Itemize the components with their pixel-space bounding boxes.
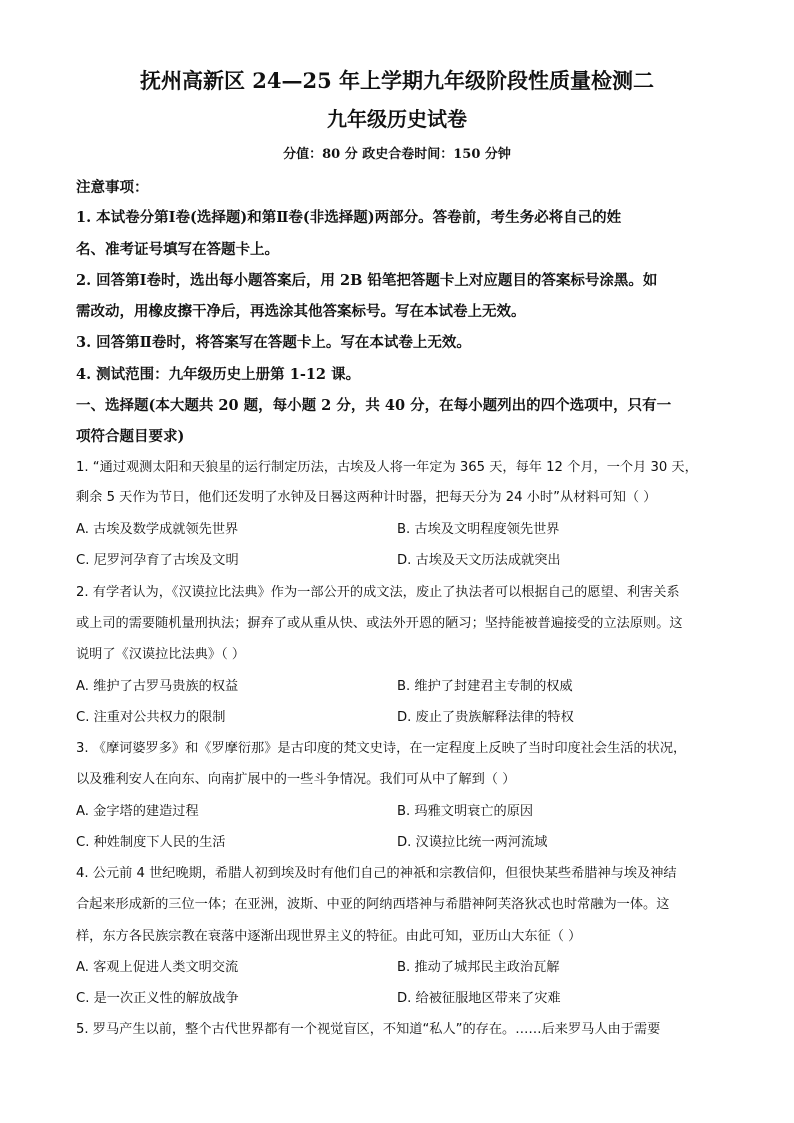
section-heading: 一、选择题(本大题共 20 题，每小题 2 分，共 40 分，在每小题列出的四个选项中，只有一 [76, 397, 672, 414]
exam-title: 抚州高新区 24—25 年上学期九年级阶段性质量检测二 [139, 68, 655, 93]
question-1-option-b: B. 古埃及文明程度领先世界 [397, 522, 560, 537]
exam-meta: 分值：80 分 政史合卷时间：150 分钟 [283, 147, 511, 162]
question-1-text: 1. “通过观测太阳和天狼星的运行制定历法，古埃及人将一年定为 365 天，每年 12 个月，一个月 30 天， [76, 460, 698, 475]
question-2-text: 或上司的需要随机量刑执法；摒弃了或从重从快、或法外开恩的陋习；坚持能被普遍接受的立法原则。这 [76, 616, 683, 631]
note-line: 需改动，用橡皮擦干净后，再选涂其他答案标号。写在本试卷上无效。 [76, 303, 526, 320]
question-2-text: 2. 有学者认为，《汉谟拉比法典》作为一部公开的成文法，废止了执法者可以根据自己的愿望、利害关系 [76, 585, 680, 600]
question-1-option-d: D. 古埃及天文历法成就突出 [397, 553, 561, 568]
question-2-text: 说明了《汉谟拉比法典》（ ） [76, 647, 246, 662]
question-1-option-a: A. 古埃及数学成就领先世界 [76, 522, 239, 537]
note-line: 2. 回答第Ⅰ卷时，选出每小题答案后，用 2B 铅笔把答题卡上对应题目的答案标号涂黑。如 [76, 272, 658, 289]
question-3-option-b: B. 玛雅文明衰亡的原因 [397, 804, 534, 819]
question-2-option-a: A. 维护了古罗马贵族的权益 [76, 679, 239, 694]
note-line: 名、准考证号填写在答题卡上。 [76, 241, 279, 258]
question-4-text: 4. 公元前 4 世纪晚期，希腊人初到埃及时有他们自己的神祇和宗教信仰，但很快某些希腊神与埃及神结 [76, 866, 677, 881]
question-4-option-a: A. 客观上促进人类文明交流 [76, 960, 239, 975]
question-3-option-c: C. 种姓制度下人民的生活 [76, 835, 226, 850]
section-heading: 项符合题目要求) [76, 428, 185, 445]
question-4-option-c: C. 是一次正义性的解放战争 [76, 991, 239, 1006]
note-line: 1. 本试卷分第Ⅰ卷(选择题)和第Ⅱ卷(非选择题)两部分。答卷前，考生务必将自己的姓 [76, 209, 622, 226]
question-3-text: 3. 《摩诃婆罗多》和《罗摩衍那》是古印度的梵文史诗，在一定程度上反映了当时印度社会生活的状况， [76, 741, 687, 756]
note-line: 3. 回答第Ⅱ卷时，将答案写在答题卡上。写在本试卷上无效。 [76, 334, 471, 351]
notes-heading: 注意事项： [76, 179, 149, 196]
question-4-option-d: D. 给被征服地区带来了灾难 [397, 991, 561, 1006]
question-3-option-a: A. 金字塔的建造过程 [76, 804, 199, 819]
question-1-text: 剩余 5 天作为节日，他们还发明了水钟及日晷这两种计时器，把每天分为 24 小时”从材料可知（ ） [76, 490, 657, 505]
question-3-option-d: D. 汉谟拉比统一两河流域 [397, 835, 548, 850]
question-3-text: 以及雅利安人在向东、向南扩展中的一些斗争情况。我们可从中了解到（ ） [76, 772, 516, 787]
question-4-text: 样，东方各民族宗教在衰落中逐渐出现世界主义的特征。由此可知，亚历山大东征（ ） [76, 929, 582, 944]
question-4-option-b: B. 推动了城邦民主政治瓦解 [397, 960, 560, 975]
question-5-text: 5. 罗马产生以前，整个古代世界都有一个视觉盲区，不知道“私人”的存在。……后来罗马人由于需要 [76, 1022, 661, 1037]
question-2-option-c: C. 注重对公共权力的限制 [76, 710, 226, 725]
question-2-option-d: D. 废止了贵族解释法律的特权 [397, 710, 574, 725]
question-1-option-c: C. 尼罗河孕育了古埃及文明 [76, 553, 239, 568]
question-2-option-b: B. 维护了封建君主专制的权威 [397, 679, 573, 694]
exam-subtitle: 九年级历史试卷 [327, 107, 467, 131]
question-4-text: 合起来形成新的三位一体；在亚洲，波斯、中亚的阿纳西塔神与希腊神阿芙洛狄忒也时常融为一体。这 [76, 897, 670, 912]
note-line: 4. 测试范围：九年级历史上册第 1-12 课。 [76, 366, 361, 383]
